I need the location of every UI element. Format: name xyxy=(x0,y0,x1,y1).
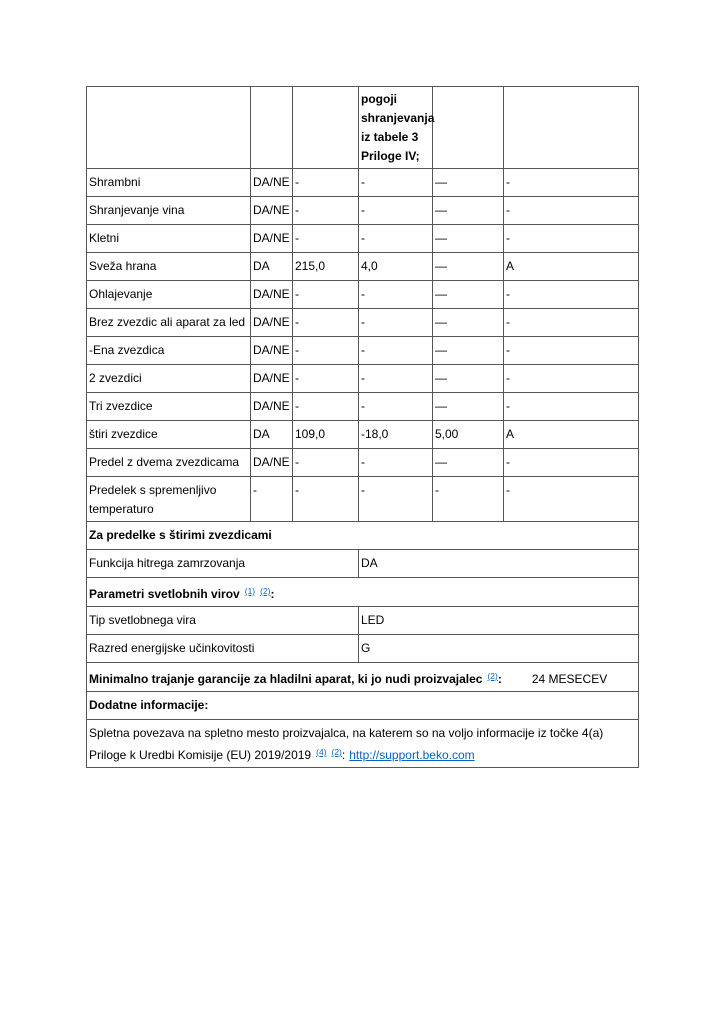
header-empty-cell xyxy=(293,87,359,169)
compartment-row-dve-zvezdici xyxy=(87,365,639,393)
compartment-capacity: — xyxy=(433,365,504,393)
light-source-type-label: Tip svetlobnega vira xyxy=(87,607,359,635)
compartment-volume: - xyxy=(293,197,359,225)
energy-class-row xyxy=(87,635,639,663)
light-source-params-cell xyxy=(87,578,639,607)
compartment-volume: - xyxy=(293,225,359,253)
compartment-row-ena-zvezdica xyxy=(87,337,639,365)
compartment-defrost-type: - xyxy=(504,169,639,197)
compartment-present: DA/NE xyxy=(251,281,293,309)
web-link-line2: Priloge k Uredbi Komisije (EU) 2019/2019 xyxy=(89,748,312,762)
compartment-volume: 215,0 xyxy=(293,253,359,281)
light-source-params-colon: : xyxy=(270,587,275,601)
four-star-section-row xyxy=(87,522,639,550)
compartment-present: DA/NE xyxy=(251,225,293,253)
fast-freeze-label: Funkcija hitrega zamrzovanja xyxy=(87,550,359,578)
compartment-capacity: — xyxy=(433,337,504,365)
manufacturer-website-link[interactable]: http://support.beko.com xyxy=(349,748,475,762)
compartment-label: Ohlajevanje xyxy=(87,281,251,309)
compartment-label: Shrambni xyxy=(87,169,251,197)
compartment-label: Shranjevanje vina xyxy=(87,197,251,225)
warranty-cell xyxy=(87,663,639,692)
light-source-params-label: Parametri svetlobnih virov xyxy=(89,587,240,601)
compartment-defrost-type: - xyxy=(504,225,639,253)
energy-class-label: Razred energijske učinkovitosti xyxy=(87,635,359,663)
compartment-capacity: - xyxy=(433,477,504,522)
compartment-temperature: - xyxy=(359,337,433,365)
compartment-capacity: 5,00 xyxy=(433,421,504,449)
compartment-capacity: — xyxy=(433,253,504,281)
fast-freeze-row xyxy=(87,550,639,578)
footnote-1-link[interactable]: (1) xyxy=(244,586,256,596)
compartment-present: DA xyxy=(251,253,293,281)
compartment-defrost-type: - xyxy=(504,197,639,225)
compartment-temperature: - xyxy=(359,365,433,393)
compartment-row-ohlajevanje xyxy=(87,281,639,309)
compartment-present: DA/NE xyxy=(251,393,293,421)
compartment-capacity: — xyxy=(433,281,504,309)
compartment-row-tri-zvezdice xyxy=(87,393,639,421)
compartment-row-spremenljiva-temperatura xyxy=(87,477,639,522)
compartment-label: Predel z dvema zvezdicama xyxy=(87,449,251,477)
compartment-temperature: - xyxy=(359,449,433,477)
compartment-present: DA xyxy=(251,421,293,449)
compartment-temperature: - xyxy=(359,281,433,309)
header-empty-cell xyxy=(433,87,504,169)
compartment-capacity: — xyxy=(433,393,504,421)
compartment-label: Tri zvezdice xyxy=(87,393,251,421)
header-storage-conditions-note: pogoji shranjevanja iz tabele 3 Priloge IV; xyxy=(359,87,433,169)
compartment-present: DA/NE xyxy=(251,449,293,477)
section-title-four-star: Za predelke s štirimi zvezdicami xyxy=(87,522,639,550)
compartment-volume: - xyxy=(293,477,359,522)
compartment-defrost-type: A xyxy=(504,253,639,281)
compartment-defrost-type: - xyxy=(504,365,639,393)
compartment-volume: - xyxy=(293,309,359,337)
web-link-line1: Spletna povezava na spletno mesto proizvajalca, na katerem so na voljo informacije iz točke 4(a) xyxy=(89,726,604,740)
light-source-type-row xyxy=(87,607,639,635)
compartment-row-predel-dve-zvezdici xyxy=(87,449,639,477)
light-source-params-row xyxy=(87,578,639,607)
compartment-label: Predelek s spremenljivo temperaturo xyxy=(87,477,251,522)
compartment-row-stiri-zvezdice xyxy=(87,421,639,449)
compartment-capacity: — xyxy=(433,197,504,225)
energy-class-value: G xyxy=(359,635,639,663)
compartment-present: DA/NE xyxy=(251,337,293,365)
header-empty-cell xyxy=(87,87,251,169)
compartment-defrost-type: - xyxy=(504,393,639,421)
table-header-row xyxy=(87,87,639,169)
compartment-label: Brez zvezdic ali aparat za led xyxy=(87,309,251,337)
compartment-present: DA/NE xyxy=(251,309,293,337)
compartment-capacity: — xyxy=(433,225,504,253)
warranty-colon: : xyxy=(497,672,502,686)
compartment-temperature: -18,0 xyxy=(359,421,433,449)
compartment-defrost-type: - xyxy=(504,309,639,337)
warranty-row xyxy=(87,663,639,692)
compartment-capacity: — xyxy=(433,169,504,197)
web-link-colon: : xyxy=(341,748,346,762)
compartment-volume: - xyxy=(293,393,359,421)
warranty-value: 24 MESECEV xyxy=(531,672,608,686)
compartment-label: Sveža hrana xyxy=(87,253,251,281)
compartment-temperature: - xyxy=(359,169,433,197)
compartment-volume: - xyxy=(293,281,359,309)
compartment-temperature: - xyxy=(359,225,433,253)
compartment-label: 2 zvezdici xyxy=(87,365,251,393)
compartment-label: Kletni xyxy=(87,225,251,253)
compartment-temperature: 4,0 xyxy=(359,253,433,281)
compartment-temperature: - xyxy=(359,477,433,522)
compartment-volume: - xyxy=(293,337,359,365)
web-link-row xyxy=(87,720,639,768)
footnote-2-link[interactable]: (2) xyxy=(487,671,498,681)
compartment-defrost-type: - xyxy=(504,281,639,309)
compartment-defrost-type: - xyxy=(504,449,639,477)
web-link-cell xyxy=(87,720,639,768)
compartment-volume: - xyxy=(293,169,359,197)
compartment-present: DA/NE xyxy=(251,197,293,225)
fast-freeze-value: DA xyxy=(359,550,639,578)
additional-info-row xyxy=(87,692,639,720)
compartment-capacity: — xyxy=(433,449,504,477)
header-empty-cell xyxy=(504,87,639,169)
header-empty-cell xyxy=(251,87,293,169)
compartment-row-shranjevanje-vina xyxy=(87,197,639,225)
compartment-row-brez-zvezdic xyxy=(87,309,639,337)
compartment-row-kletni xyxy=(87,225,639,253)
compartment-row-shrambni xyxy=(87,169,639,197)
compartment-present: DA/NE xyxy=(251,169,293,197)
compartment-defrost-type: - xyxy=(504,337,639,365)
compartment-label: štiri zvezdice xyxy=(87,421,251,449)
compartment-temperature: - xyxy=(359,197,433,225)
compartment-volume: 109,0 xyxy=(293,421,359,449)
compartment-defrost-type: A xyxy=(504,421,639,449)
product-fiche-table xyxy=(86,86,639,768)
compartment-row-sveza-hrana xyxy=(87,253,639,281)
light-source-type-value: LED xyxy=(359,607,639,635)
compartment-defrost-type: - xyxy=(504,477,639,522)
warranty-label: Minimalno trajanje garancije za hladilni aparat, ki jo nudi proizvajalec xyxy=(89,672,483,686)
footnote-4-link[interactable]: (4) xyxy=(316,747,327,757)
additional-info-title: Dodatne informacije: xyxy=(87,692,639,720)
compartment-label: -Ena zvezdica xyxy=(87,337,251,365)
footnote-2-link[interactable]: (2) xyxy=(331,747,342,757)
compartment-present: DA/NE xyxy=(251,365,293,393)
compartment-volume: - xyxy=(293,365,359,393)
compartment-capacity: — xyxy=(433,309,504,337)
compartment-temperature: - xyxy=(359,393,433,421)
compartment-volume: - xyxy=(293,449,359,477)
compartment-temperature: - xyxy=(359,309,433,337)
compartment-present: - xyxy=(251,477,293,522)
footnote-2-link[interactable]: (2) xyxy=(260,586,271,596)
